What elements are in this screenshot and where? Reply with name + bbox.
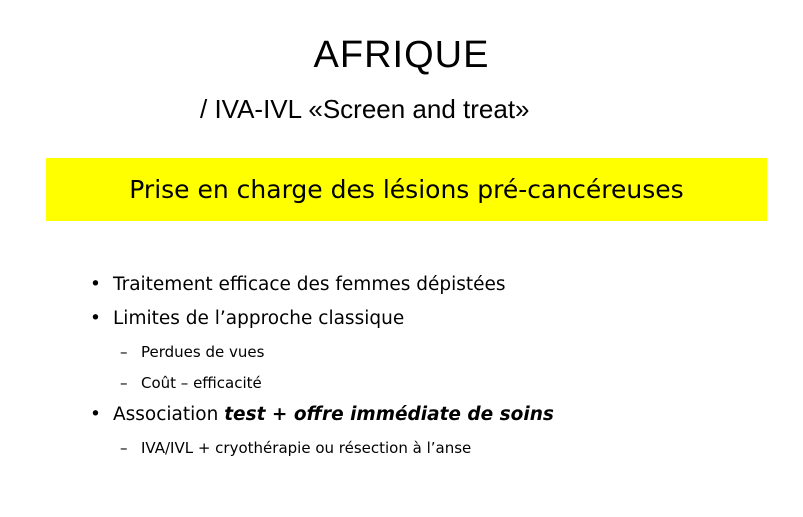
bullet-text: Limites de l’approche classique: [113, 308, 405, 329]
bullet-emphasis: test + offre immédiate de soins: [224, 404, 554, 425]
bullet-item: [90, 400, 780, 434]
bullet-list: [90, 270, 780, 465]
bullet-item: [90, 304, 780, 338]
bullet-text: Association: [113, 404, 225, 425]
bullet-text: Traitement efficace des femmes dépistées: [113, 274, 506, 295]
sub-bullet-item: [90, 369, 780, 400]
highlight-banner: [46, 158, 767, 221]
sub-bullet-text: IVA/IVL + cryothérapie ou résection à l’anse: [141, 439, 472, 457]
dash-marker: –: [120, 343, 128, 361]
dash-marker: –: [120, 439, 128, 457]
sub-bullet-text: Coût – efficacité: [141, 374, 262, 392]
banner-text: Prise en charge des lésions pré-cancéreuses: [129, 174, 684, 204]
sub-bullet-text: Perdues de vues: [141, 343, 265, 361]
bullet-item: [90, 270, 780, 304]
dash-marker: –: [120, 374, 128, 392]
bullet-marker: •: [90, 404, 101, 425]
bullet-marker: •: [90, 274, 101, 295]
sub-bullet-item: [90, 338, 780, 369]
sub-bullet-item: [90, 434, 780, 465]
bullet-marker: •: [90, 308, 101, 329]
slide-title: AFRIQUE: [313, 34, 490, 76]
slide-subtitle: / IVA-IVL «Screen and treat»: [200, 94, 530, 124]
